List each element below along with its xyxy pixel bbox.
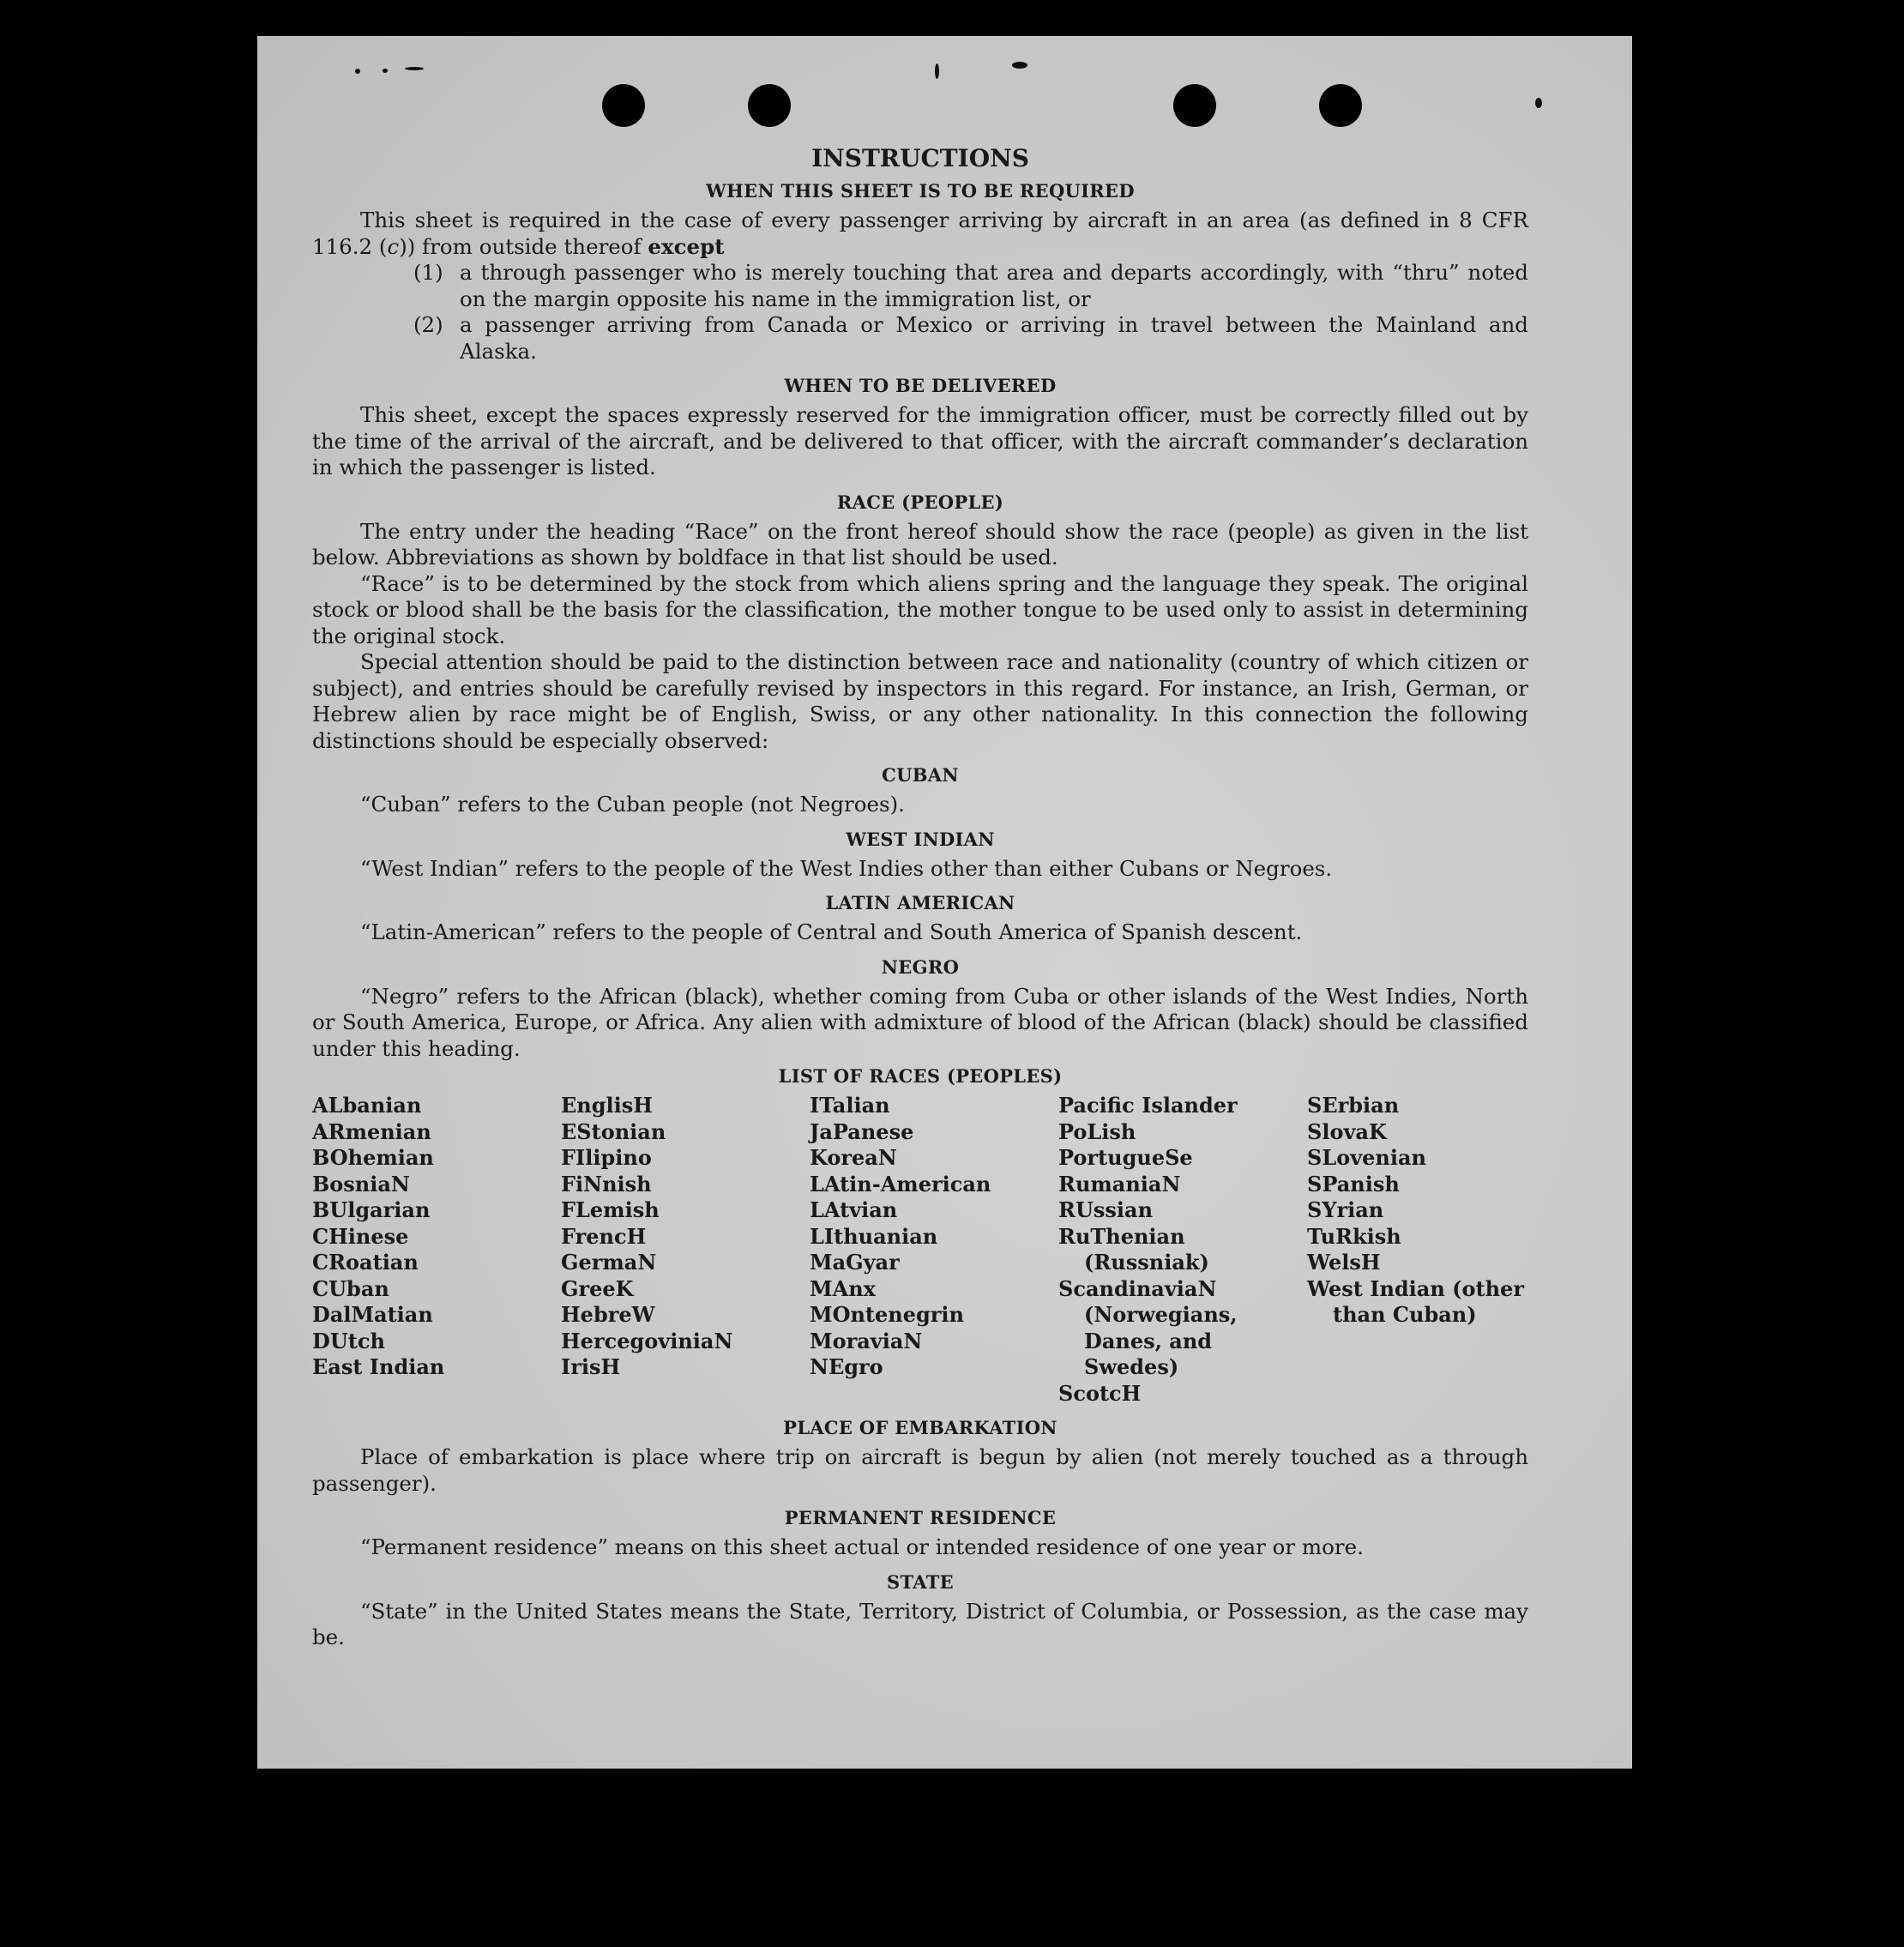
race-item: GreeK	[561, 1275, 634, 1301]
race-paragraph: Special attention should be paid to the distinction between race and nationality (country of which citizen or subject), and entries should be carefully revised by inspectors in this regard. For instance, an Irish, German, or Hebrew alien by race might be of English, Swiss, or any other nationality. In this connection the following distinctions should be especially observed:	[312, 649, 1528, 753]
race-item: FrencH	[561, 1223, 647, 1249]
intro-text-b: )) from outside thereof	[399, 233, 648, 259]
section-heading-west-indian: WEST INDIAN	[846, 828, 995, 850]
races-column	[312, 1093, 561, 1407]
race-item: LIthuanian	[810, 1223, 938, 1249]
item-number: (1)	[413, 260, 443, 285]
punch-hole	[748, 84, 791, 127]
race-item: CRoatian	[312, 1250, 419, 1275]
race-item: HebreW	[561, 1302, 655, 1327]
race-item: ALbanian	[312, 1093, 422, 1118]
document-sheet	[257, 36, 1632, 1769]
races-list	[312, 1093, 1528, 1407]
exception-item	[413, 312, 1528, 365]
state-text: “State” in the United States means the State, Territory, District of Columbia, or Possession, as the case may be.	[312, 1598, 1528, 1649]
race-item: GermaN	[561, 1250, 657, 1275]
embarkation-text: Place of embarkation is place where trip on aircraft is begun by alien (not merely touched as a through passenger).	[312, 1444, 1528, 1496]
race-item: SlovaK	[1307, 1118, 1387, 1144]
race-item: RUssian	[1058, 1197, 1154, 1222]
document-content	[312, 144, 1528, 1651]
race-item: MAnx	[810, 1275, 876, 1301]
speck	[355, 69, 360, 74]
race-item: FIlipino	[561, 1145, 652, 1170]
speck	[405, 67, 424, 70]
race-item: MOntenegrin	[810, 1302, 964, 1327]
latin-american-text: “Latin-American” refers to the people of Central and South America of Spanish descent.	[360, 919, 1303, 944]
punch-hole	[602, 84, 645, 127]
race-item: LAtin-American	[810, 1171, 991, 1197]
race-paragraph: “Race” is to be determined by the stock from which aliens spring and the language they speak. The original stock or blood shall be the basis for the classification, the mother tongue to be used only to assist in determining the original stock.	[312, 570, 1528, 648]
race-item: SErbian	[1307, 1093, 1400, 1118]
section-heading-embarkation: PLACE OF EMBARKATION	[783, 1417, 1057, 1438]
cuban-text: “Cuban” refers to the Cuban people (not Negroes).	[360, 792, 905, 817]
race-paragraph: The entry under the heading “Race” on the front hereof should show the race (people) as given in the list below. Abbreviations as shown by boldface in that list should be used.	[312, 518, 1528, 570]
race-item: PortugueSe	[1058, 1145, 1193, 1170]
speck	[1535, 98, 1542, 108]
speck	[935, 63, 939, 79]
race-item: HercegoviniaN	[561, 1328, 733, 1353]
race-item: EnglisH	[561, 1093, 653, 1118]
races-column	[1058, 1093, 1307, 1407]
item-text: a passenger arriving from Canada or Mexico or arriving in travel between the Mainland and Alaska.	[460, 312, 1528, 364]
race-item: SPanish	[1307, 1171, 1400, 1197]
race-item: NEgro	[810, 1354, 883, 1379]
race-item: TuRkish	[1307, 1223, 1401, 1249]
race-item: RumaniaN	[1058, 1171, 1181, 1197]
section-heading-latin-american: LATIN AMERICAN	[825, 892, 1015, 913]
section-heading-state: STATE	[887, 1570, 954, 1593]
speck	[1012, 62, 1027, 69]
section-heading-cuban: CUBAN	[882, 764, 959, 786]
races-column	[810, 1093, 1058, 1407]
section-heading-negro: NEGRO	[881, 955, 960, 978]
race-item: DUtch	[312, 1328, 385, 1353]
race-item: WelsH	[1307, 1250, 1381, 1275]
negro-text: “Negro” refers to the African (black), whether coming from Cuba or other islands of the West Indies, North or South America, Europe, or Africa. Any alien with admixture of blood of the African (black) should be classified under this heading.	[312, 983, 1528, 1061]
race-item: PoLish	[1058, 1118, 1136, 1144]
item-number: (2)	[413, 312, 443, 337]
punch-hole	[1173, 84, 1216, 127]
race-item: SYrian	[1307, 1197, 1384, 1222]
race-item: IrisH	[561, 1354, 621, 1379]
punch-hole	[1319, 84, 1362, 127]
speck	[383, 69, 388, 73]
race-item: ScandinaviaN (Norwegians, Danes, and Swedes)	[1058, 1275, 1238, 1379]
race-item: ITalian	[810, 1093, 890, 1118]
race-item: BosniaN	[312, 1171, 410, 1197]
races-column	[1307, 1093, 1528, 1407]
delivered-text: This sheet, except the spaces expressly reserved for the immigration officer, must be correctly filled out by the time of the arrival of the aircraft, and be delivered to that officer, with the aircraft commander’s declaration in which the passenger is listed.	[312, 402, 1528, 479]
race-item: FiNnish	[561, 1171, 652, 1197]
intro-text-c: c	[387, 233, 400, 259]
section-heading-residence: PERMANENT RESIDENCE	[784, 1507, 1057, 1528]
residence-text: “Permanent residence” means on this sheet actual or intended residence of one year or more.	[360, 1534, 1364, 1559]
race-item: MaGyar	[810, 1250, 900, 1275]
race-item: DalMatian	[312, 1302, 433, 1327]
page-title: INSTRUCTIONS	[811, 144, 1029, 172]
race-item: CHinese	[312, 1223, 409, 1249]
section-heading-race: RACE (PEOPLE)	[836, 491, 1004, 513]
race-item: EStonian	[561, 1118, 666, 1144]
races-column	[561, 1093, 810, 1407]
race-item: CUban	[312, 1275, 389, 1301]
race-item: East Indian	[312, 1354, 445, 1379]
section-heading-delivered: WHEN TO BE DELIVERED	[784, 375, 1057, 396]
race-item: West Indian (other than Cuban)	[1307, 1275, 1524, 1327]
race-item: RuThenian (Russniak)	[1058, 1223, 1209, 1275]
race-item: BOhemian	[312, 1145, 434, 1170]
intro-except: except	[648, 233, 725, 259]
required-intro	[312, 208, 1528, 260]
list-of-races-heading: LIST OF RACES (PEOPLES)	[778, 1065, 1063, 1087]
race-item: Pacific Islander	[1058, 1093, 1238, 1118]
race-item: ARmenian	[312, 1118, 431, 1144]
race-item: LAtvian	[810, 1197, 898, 1222]
exception-item	[413, 260, 1528, 312]
race-item: ScotcH	[1058, 1380, 1142, 1406]
west-indian-text: “West Indian” refers to the people of the West Indies other than either Cubans or Negroes.	[360, 855, 1333, 881]
race-item: BUlgarian	[312, 1197, 431, 1222]
race-item: KoreaN	[810, 1145, 897, 1170]
race-item: MoraviaN	[810, 1328, 923, 1353]
race-item: JaPanese	[810, 1118, 914, 1144]
section-heading-required: WHEN THIS SHEET IS TO BE REQUIRED	[706, 180, 1135, 202]
race-item: FLemish	[561, 1197, 660, 1222]
intro-text-a: This sheet is required in the case of every passenger arriving by aircraft in an area (as defined in 8 CFR 116.2 (	[312, 208, 1528, 259]
item-text: a through passenger who is merely touching that area and departs accordingly, with “thru” noted on the margin opposite his name in the immigration list, or	[460, 260, 1528, 311]
race-item: SLovenian	[1307, 1145, 1426, 1170]
